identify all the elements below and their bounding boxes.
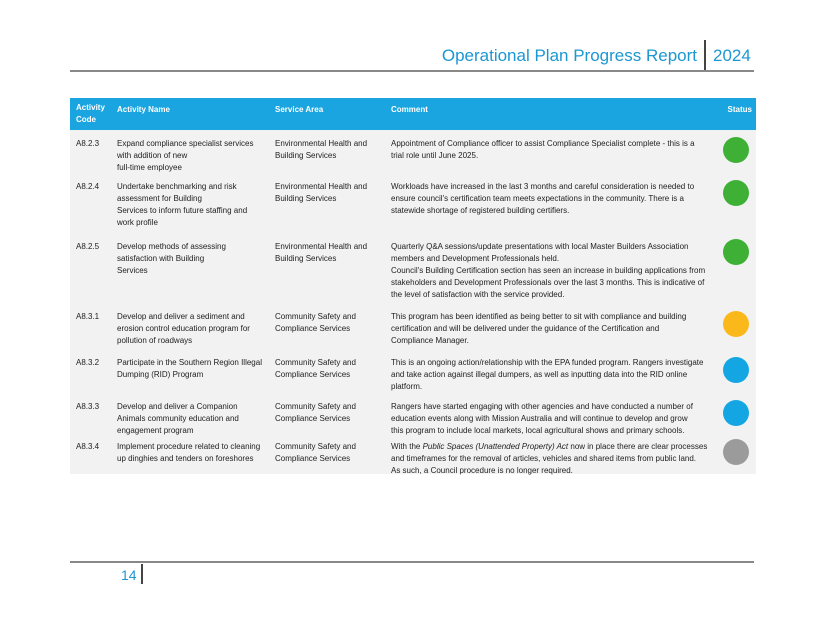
activity-name-line: engagement program [117, 426, 194, 435]
activity-code: A8.2.5 [76, 242, 100, 251]
activity-name-line: Undertake benchmarking and risk [117, 182, 237, 191]
service-area-line: Community Safety and [275, 358, 356, 367]
activity-name [117, 181, 269, 229]
footer-rule [70, 561, 754, 563]
service-area-line: Community Safety and [275, 442, 356, 451]
service-area-line: Environmental Health and [275, 242, 368, 251]
footer-divider [141, 564, 143, 584]
comment-line: Quarterly Q&A sessions/update presentations with local Master Builders Association [391, 242, 689, 251]
activity-code: A8.2.4 [76, 182, 100, 191]
service-area-line: Compliance Services [275, 324, 351, 333]
table-row [70, 437, 756, 474]
activity-name-line: with addition of new [117, 151, 188, 160]
comment-line: This is an ongoing action/relationship with the EPA funded program. Rangers investigate [391, 358, 704, 367]
table-row [70, 235, 756, 304]
status-indicator [723, 400, 749, 426]
header-comment: Comment [391, 105, 428, 114]
report-year: 2024 [713, 46, 751, 65]
activity-code: A8.3.4 [76, 442, 100, 451]
service-area-line: Building Services [275, 151, 337, 160]
status-indicator [723, 180, 749, 206]
comment [391, 181, 713, 217]
comment-line: Appointment of Compliance officer to assist Compliance Specialist complete - this is a [391, 139, 695, 148]
comment-line: certification and will be delivered under the guidance of the Certification and [391, 324, 660, 333]
service-area-line: Compliance Services [275, 414, 351, 423]
report-title: Operational Plan Progress Report [441, 46, 697, 65]
activity-name [117, 311, 269, 347]
service-area-line: Building Services [275, 194, 337, 203]
comment-line: stakeholders and Development Professionals over the last 3 months. This is indicative of [391, 278, 705, 287]
comment [391, 357, 713, 393]
comment-line: Rangers have started engaging with other agencies and have conducted a number of [391, 402, 693, 411]
service-area-line: Community Safety and [275, 402, 356, 411]
header-activity-code-label: Activity Code [76, 103, 105, 124]
activity-name-line: Participate in the Southern Region Illegal [117, 358, 262, 367]
comment [391, 401, 713, 437]
comment-line: Workloads have increased in the last 3 months and careful consideration is needed to [391, 182, 695, 191]
service-area [275, 357, 385, 381]
activity-name [117, 357, 269, 381]
comment-line: trial role until June 2025. [391, 151, 479, 160]
comment-line: platform. [391, 382, 423, 391]
header-activity-name: Activity Name [117, 105, 170, 114]
comment [391, 441, 713, 477]
header-activity-code [76, 102, 108, 126]
comment-text: now in place there are clear processes [568, 442, 708, 451]
service-area-line: Building Services [275, 254, 337, 263]
comment-line: and take action against illegal dumpers, as well as inputting data into the RID online [391, 370, 688, 379]
service-area-line: Compliance Services [275, 370, 351, 379]
header-status: Status [727, 105, 752, 114]
activity-name-line: Develop and deliver a Companion [117, 402, 238, 411]
status-indicator [723, 311, 749, 337]
service-area-line: Environmental Health and [275, 182, 368, 191]
table-row [70, 304, 756, 351]
comment-line: and timeframes for the removal of articles, vehicles and shared items from public land. [391, 454, 697, 463]
header-divider [704, 40, 706, 70]
activity-table [70, 98, 756, 474]
comment-line: statewide shortage of registered building certifiers. [391, 206, 570, 215]
activity-name [117, 241, 269, 277]
service-area [275, 401, 385, 425]
service-area-line: Compliance Services [275, 454, 351, 463]
comment-line: As such, a Council procedure is no longer required. [391, 466, 573, 475]
service-area [275, 138, 385, 162]
activity-code: A8.3.1 [76, 312, 100, 321]
comment-line: Compliance Manager. [391, 336, 469, 345]
status-indicator [723, 137, 749, 163]
comment-line: the level of satisfaction with the service provided. [391, 290, 565, 299]
status-indicator [723, 439, 749, 465]
activity-code: A8.3.3 [76, 402, 100, 411]
comment [391, 241, 713, 301]
activity-name-line: up dinghies and tenders on foreshores [117, 454, 254, 463]
comment-line: this program to include local markets, local agricultural shows and primary schools. [391, 426, 685, 435]
activity-code: A8.2.3 [76, 139, 100, 148]
activity-name-line: erosion control education program for [117, 324, 250, 333]
activity-name-line: satisfaction with Building [117, 254, 205, 263]
page-number: 14 [121, 567, 137, 583]
activity-name-line: assessment for Building [117, 194, 202, 203]
comment-line: ensure council's certification team meets expectations in the community. There is a [391, 194, 684, 203]
table-row [70, 395, 756, 437]
comment [391, 311, 713, 347]
activity-name [117, 441, 269, 465]
activity-name [117, 401, 269, 437]
header-rule [70, 70, 754, 72]
activity-name-line: Expand compliance specialist services [117, 139, 254, 148]
activity-name-line: work profile [117, 218, 158, 227]
comment-text: With the [391, 442, 423, 451]
act-title: Public Spaces (Unattended Property) Act [422, 442, 569, 451]
service-area [275, 181, 385, 205]
activity-name-line: Services to inform future staffing and [117, 206, 248, 215]
activity-name-line: Develop methods of assessing [117, 242, 226, 251]
activity-name-line: Animals community education and [117, 414, 239, 423]
service-area [275, 311, 385, 335]
status-indicator [723, 239, 749, 265]
activity-name-line: Services [117, 266, 148, 275]
service-area-line: Community Safety and [275, 312, 356, 321]
comment-line: members and Development Professionals held. [391, 254, 560, 263]
header-service-area: Service Area [275, 105, 324, 114]
activity-name-line: pollution of roadways [117, 336, 193, 345]
activity-name-line: Dumping (RID) Program [117, 370, 204, 379]
service-area-line: Environmental Health and [275, 139, 368, 148]
service-area [275, 241, 385, 265]
activity-name-line: Develop and deliver a sediment and [117, 312, 245, 321]
comment-line: This program has been identified as being better to sit with compliance and building [391, 312, 687, 321]
comment-line [391, 441, 713, 453]
activity-name-line: full-time employee [117, 163, 182, 172]
table-row [70, 351, 756, 395]
service-area [275, 441, 385, 465]
comment [391, 138, 713, 162]
table-row [70, 130, 756, 174]
table-row [70, 174, 756, 235]
table-header [70, 98, 756, 130]
activity-code: A8.3.2 [76, 358, 100, 367]
status-indicator [723, 357, 749, 383]
activity-name-line: Implement procedure related to cleaning [117, 442, 261, 451]
comment-line: Council's Building Certification section has seen an increase in building applications from [391, 266, 706, 275]
activity-name [117, 138, 269, 174]
comment-line: education events along with Mission Australia and will continue to develop and grow [391, 414, 688, 423]
